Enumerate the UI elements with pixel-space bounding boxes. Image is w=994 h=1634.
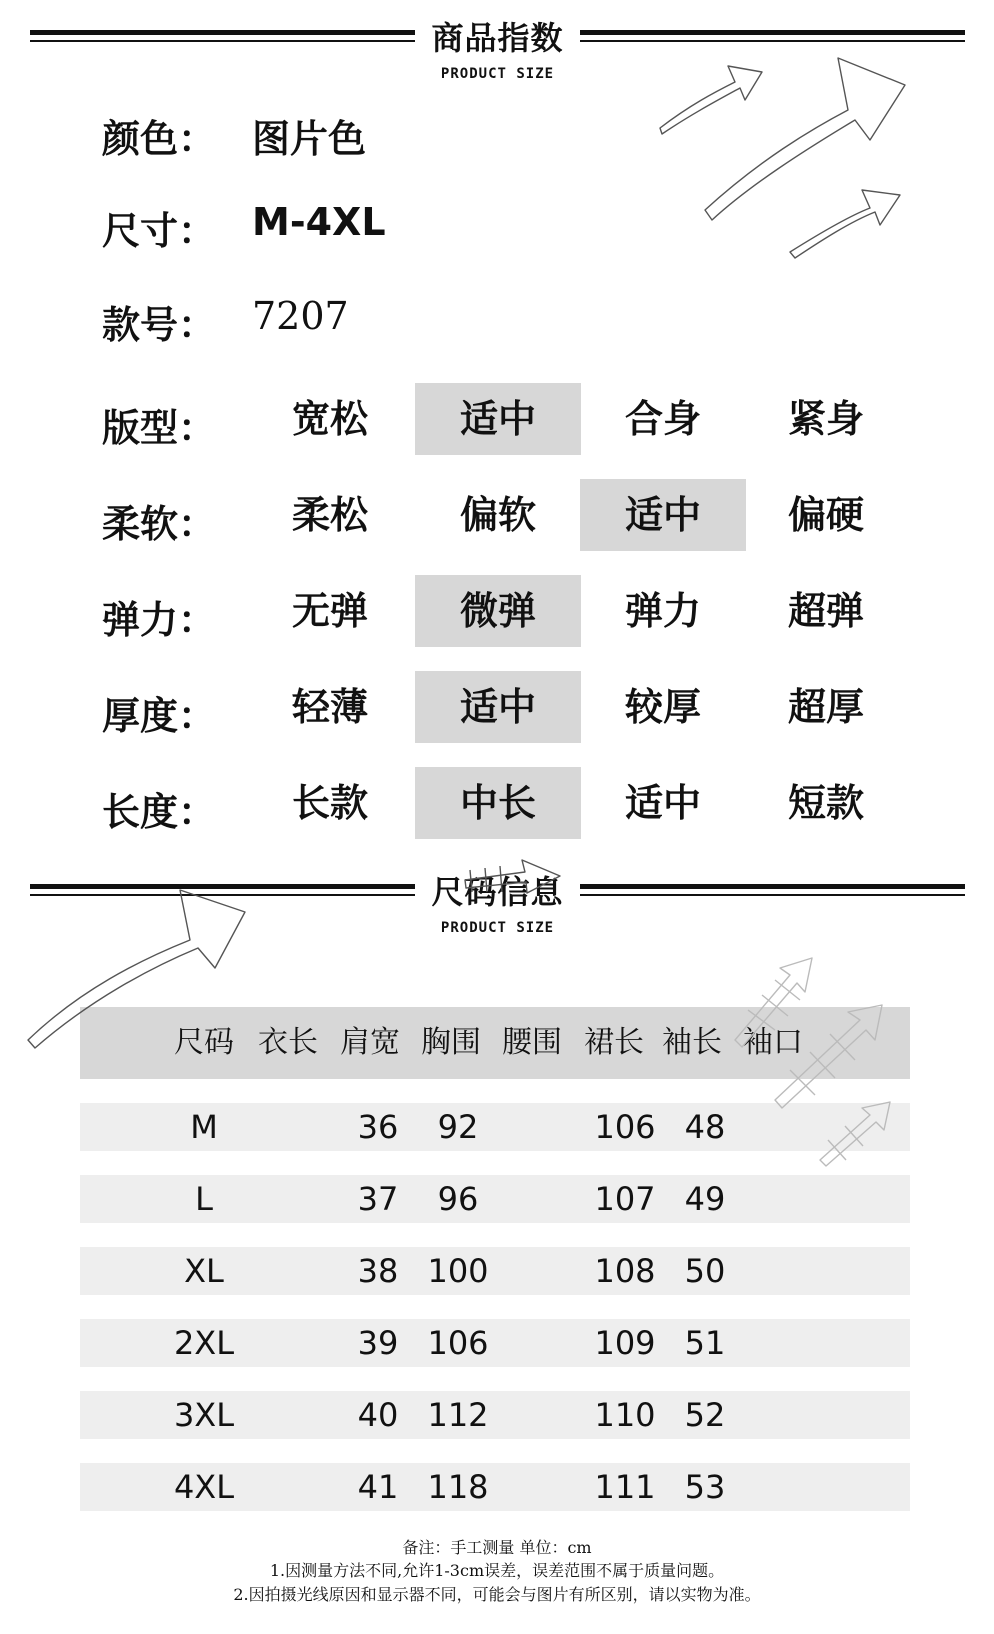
- cell-chest: 118: [427, 1468, 489, 1506]
- header-rule-left: [30, 881, 415, 903]
- attribute-option: 较厚: [624, 685, 701, 729]
- cell-shoulder: 39: [357, 1324, 399, 1362]
- attribute-option: 超厚: [787, 685, 864, 729]
- header-cell-sleeve-length: 袖长: [662, 1025, 722, 1060]
- header-cell-length: 衣长: [258, 1025, 318, 1060]
- cell-skirt-length: 109: [594, 1324, 656, 1362]
- header-rule-right: [580, 27, 965, 49]
- table-row: [80, 1391, 910, 1439]
- cell-size: 2XL: [173, 1324, 235, 1362]
- attribute-label: 厚度：: [102, 694, 217, 738]
- attribute-option-selected: 适中: [580, 479, 746, 551]
- attribute-label: 弹力：: [102, 598, 217, 642]
- header-rule-right: [580, 881, 965, 903]
- attribute-option: 偏硬: [787, 493, 864, 537]
- info-color-value: 图片色: [252, 117, 367, 161]
- attribute-option: 适中: [624, 781, 701, 825]
- cell-sleeve-length: 52: [684, 1396, 726, 1434]
- attribute-row: [0, 671, 994, 743]
- attribute-option: 超弹: [787, 589, 864, 633]
- table-row: [80, 1103, 910, 1151]
- header-cell-skirt-length: 裙长: [584, 1025, 644, 1060]
- attribute-option: 宽松: [291, 397, 368, 441]
- note-line: 备注：手工测量 单位：cm: [402, 1538, 592, 1557]
- header-cell-chest: 胸围: [421, 1025, 481, 1060]
- attribute-option: 柔松: [291, 493, 368, 537]
- info-size-value: M-4XL: [252, 200, 386, 244]
- section-header-size-info: [30, 872, 965, 936]
- attribute-row: [0, 479, 994, 551]
- cell-skirt-length: 108: [594, 1252, 656, 1290]
- cell-chest: 106: [427, 1324, 489, 1362]
- cell-skirt-length: 110: [594, 1396, 656, 1434]
- cell-chest: 112: [427, 1396, 489, 1434]
- cell-shoulder: 40: [357, 1396, 399, 1434]
- table-row: [80, 1319, 910, 1367]
- cell-size: 3XL: [173, 1396, 235, 1434]
- info-style-label: 款号：: [102, 303, 217, 347]
- header-cell-shoulder: 肩宽: [340, 1025, 400, 1060]
- info-size-label: 尺寸：: [102, 209, 217, 253]
- cell-size: M: [190, 1108, 218, 1146]
- section-title: 商品指数: [431, 19, 564, 57]
- cell-sleeve-length: 48: [684, 1108, 726, 1146]
- section-subtitle: PRODUCT SIZE: [440, 920, 555, 936]
- cell-sleeve-length: 53: [684, 1468, 726, 1506]
- cell-size: 4XL: [173, 1468, 235, 1506]
- section-subtitle: PRODUCT SIZE: [440, 66, 555, 82]
- attribute-label: 长度：: [102, 790, 217, 834]
- table-row: [80, 1247, 910, 1295]
- attribute-option: 偏软: [459, 493, 536, 537]
- attribute-option: 合身: [624, 397, 701, 441]
- info-color-label: 颜色：: [102, 117, 217, 161]
- attribute-option: 轻薄: [291, 685, 368, 729]
- size-table-header: [80, 1007, 910, 1079]
- attribute-option: 弹力: [624, 589, 701, 633]
- cell-size: XL: [184, 1252, 224, 1290]
- cell-skirt-length: 106: [594, 1108, 656, 1146]
- section-title: 尺码信息: [431, 873, 564, 911]
- attribute-option: 短款: [787, 781, 864, 825]
- cell-sleeve-length: 49: [684, 1180, 726, 1218]
- attribute-option-selected: 适中: [415, 383, 581, 455]
- attribute-option-selected: 中长: [415, 767, 581, 839]
- attribute-row: [0, 383, 994, 455]
- attribute-label: 版型：: [102, 406, 217, 450]
- table-row: [80, 1175, 910, 1223]
- cell-shoulder: 36: [357, 1108, 399, 1146]
- attribute-row: [0, 767, 994, 839]
- cell-sleeve-length: 50: [684, 1252, 726, 1290]
- attribute-option: 长款: [291, 781, 368, 825]
- attribute-option-selected: 微弹: [415, 575, 581, 647]
- attribute-label: 柔软：: [102, 502, 217, 546]
- info-style-value: 7207: [252, 294, 349, 338]
- note-line: 1.因测量方法不同,允许1-3cm误差，误差范围不属于质量问题。: [269, 1561, 725, 1580]
- header-cell-cuff: 袖口: [743, 1025, 803, 1060]
- cell-chest: 100: [427, 1252, 489, 1290]
- cell-sleeve-length: 51: [684, 1324, 726, 1362]
- note-line: 2.因拍摄光线原因和显示器不同，可能会与图片有所区别，请以实物为准。: [233, 1585, 761, 1604]
- header-cell-waist: 腰围: [502, 1025, 562, 1060]
- cell-skirt-length: 111: [594, 1468, 656, 1506]
- cell-shoulder: 41: [357, 1468, 399, 1506]
- cell-skirt-length: 107: [594, 1180, 656, 1218]
- attribute-option: 无弹: [291, 589, 368, 633]
- cell-chest: 96: [437, 1180, 479, 1218]
- cell-chest: 92: [437, 1108, 479, 1146]
- cell-shoulder: 37: [357, 1180, 399, 1218]
- header-rule-left: [30, 27, 415, 49]
- table-row: [80, 1463, 910, 1511]
- attribute-row: [0, 575, 994, 647]
- section-header-product-index: [30, 18, 965, 82]
- attribute-option: 紧身: [787, 397, 864, 441]
- cell-shoulder: 38: [357, 1252, 399, 1290]
- cell-size: L: [195, 1180, 213, 1218]
- header-cell-size: 尺码: [174, 1025, 234, 1060]
- attribute-option-selected: 适中: [415, 671, 581, 743]
